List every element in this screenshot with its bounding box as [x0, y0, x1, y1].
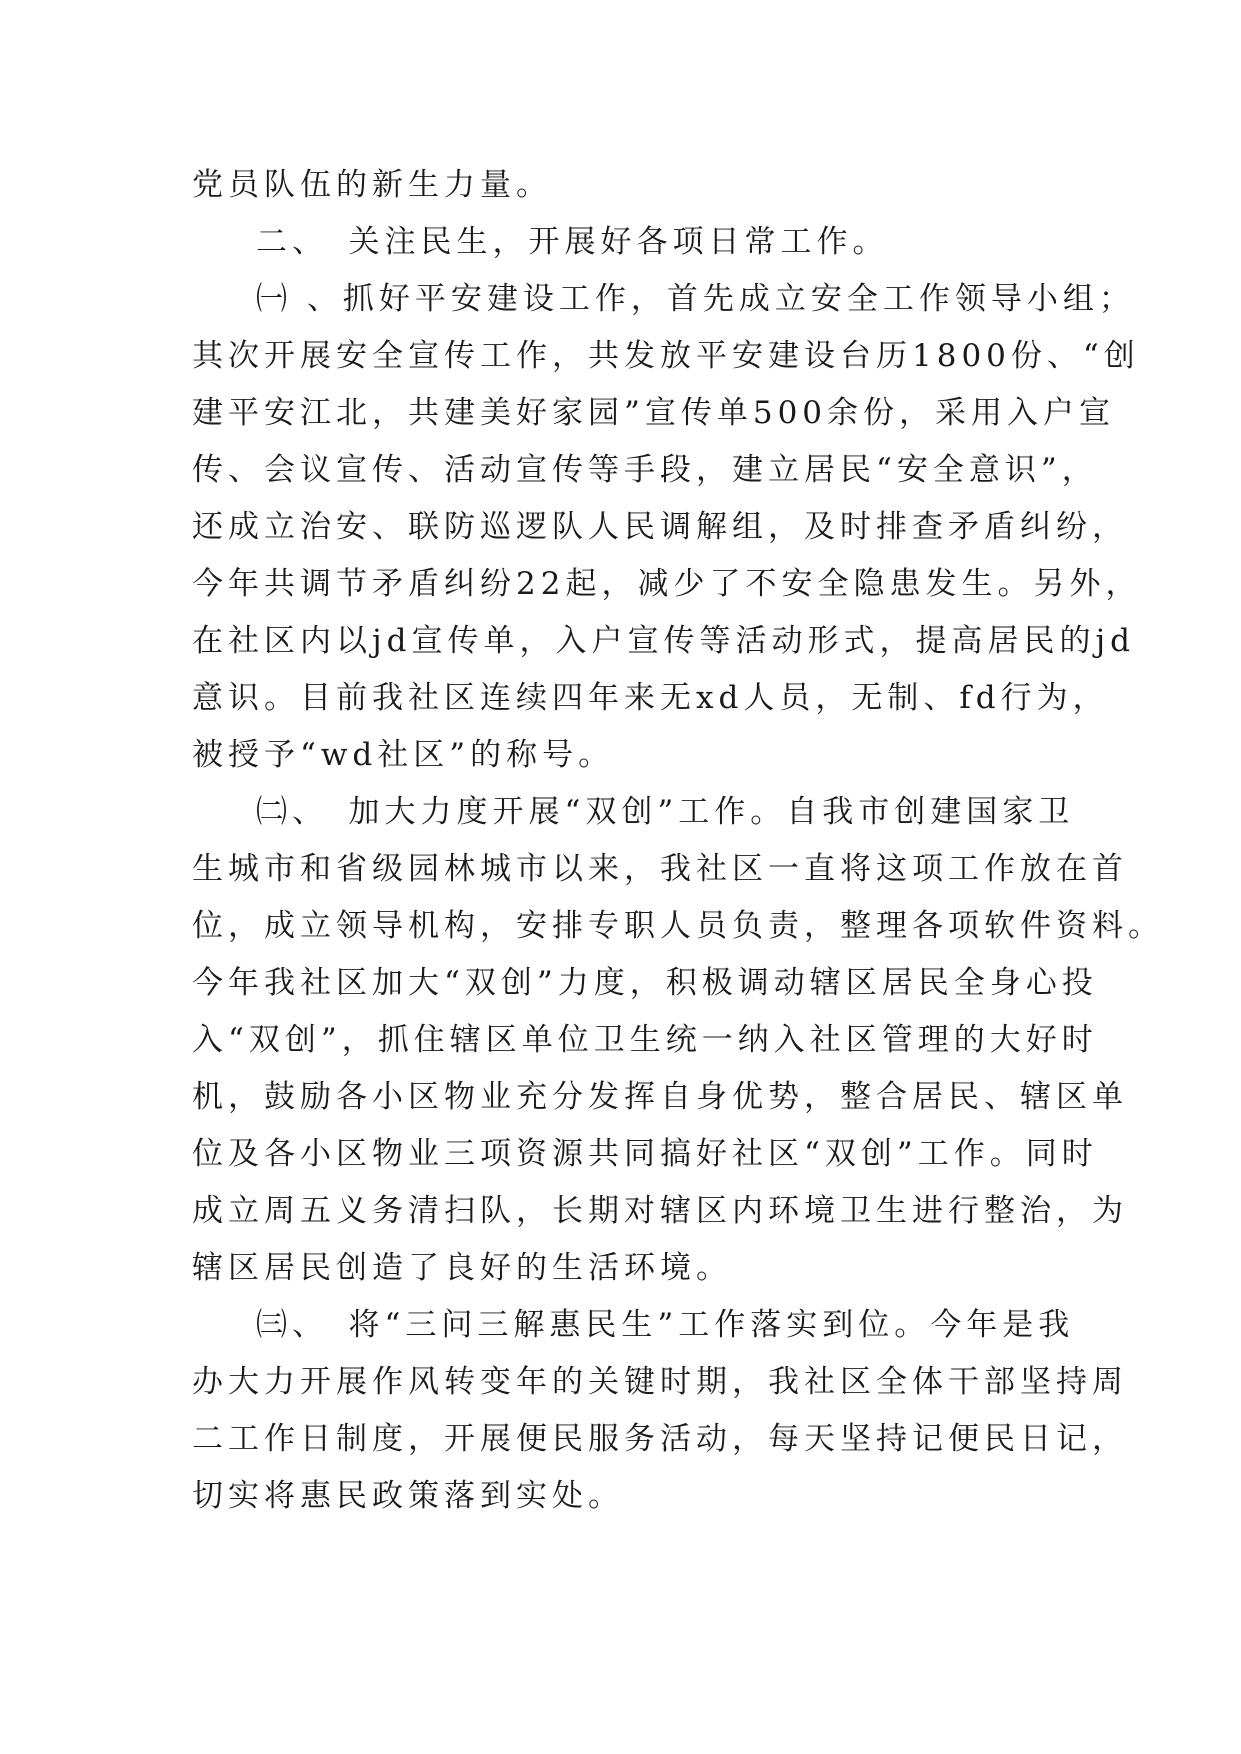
- paragraph-start: ㈢、 将“三问三解惠民生”工作落实到位。今年是我: [256, 1307, 1075, 1343]
- text-line: 建平安江北，共建美好家园”宣传单500余份，采用入户宣: [192, 395, 1116, 431]
- body-text: [192, 157, 1164, 1525]
- text-line: 位及各小区物业三项资源共同搞好社区“双创”工作。同时: [192, 1136, 1098, 1172]
- section-heading: 二、 关注民生，开展好各项日常工作。: [256, 224, 889, 260]
- text-line: 今年我社区加大“双创”力度，积极调动辖区居民全身心投: [192, 965, 1098, 1001]
- paragraph-start: ㈡、 加大力度开展“双创”工作。自我市创建国家卫: [256, 794, 1075, 830]
- text-line: 传、会议宣传、活动宣传等手段，建立居民“安全意识”，: [192, 452, 1098, 488]
- text-line: 辖区居民创造了良好的生活环境。: [192, 1250, 732, 1286]
- text-line: 成立周五义务清扫队，长期对辖区内环境卫生进行整治，为: [192, 1193, 1128, 1229]
- text-line: 机，鼓励各小区物业充分发挥自身优势，整合居民、辖区单: [192, 1079, 1128, 1115]
- text-line: 入“双创”，抓住辖区单位卫生统一纳入社区管理的大好时: [192, 1022, 1098, 1058]
- text-line: 位，成立领导机构，安排专职人员负责，整理各项软件资料。: [192, 908, 1164, 944]
- text-line: 办大力开展作风转变年的关键时期，我社区全体干部坚持周: [192, 1364, 1128, 1400]
- paragraph-start: ㈠ 、抓好平安建设工作，首先成立安全工作领导小组；: [256, 281, 1135, 317]
- text-line: 切实将惠民政策落到实处。: [192, 1478, 624, 1514]
- text-line: 其次开展安全宣传工作，共发放平安建设台历1800份、“创: [192, 338, 1140, 374]
- text-line: 二工作日制度，开展便民服务活动，每天坚持记便民日记，: [192, 1421, 1128, 1457]
- text-line: 今年共调节矛盾纠纷22起，减少了不安全隐患发生。另外，: [192, 566, 1142, 602]
- text-line: 意识。目前我社区连续四年来无xd人员，无制、fd行为，: [192, 680, 1109, 716]
- text-line: 被授予“wd社区”的称号。: [192, 737, 615, 773]
- text-line: 党员队伍的新生力量。: [192, 167, 552, 203]
- text-line: 还成立治安、联防巡逻队人民调解组，及时排查矛盾纠纷，: [192, 509, 1128, 545]
- text-line: 生城市和省级园林城市以来，我社区一直将这项工作放在首: [192, 851, 1128, 887]
- text-line: 在社区内以jd宣传单，入户宣传等活动形式，提高居民的jd: [192, 623, 1135, 659]
